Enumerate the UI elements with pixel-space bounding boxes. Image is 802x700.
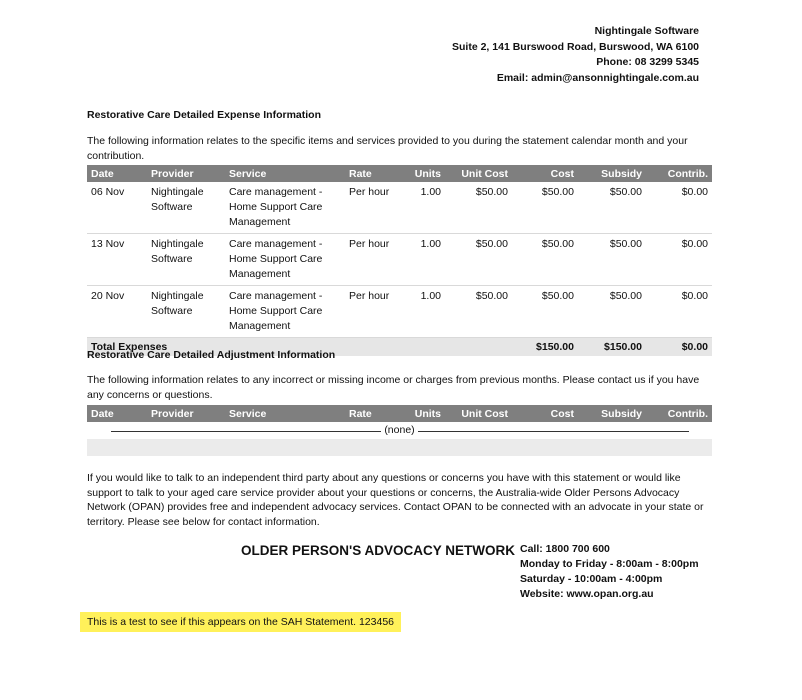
company-address: Suite 2, 141 Burswood Road, Burswood, WA 6100 xyxy=(452,40,699,53)
cell-date: 13 Nov xyxy=(87,234,147,286)
opan-contact xyxy=(520,542,699,602)
total-cost: $150.00 xyxy=(512,338,578,357)
adjustment-empty-row xyxy=(87,423,712,439)
advocacy-paragraph: If you would like to talk to an independent third party about any questions or concerns you have with this statement or would like support to talk to your aged care service provider about your questions or concerns, the Australia-wide Older Persons Advocacy Network (OPAN) provides free and independent advocacy services. Contact OPAN to be connected with an advocate in your state or territory. Please see below for contact information. xyxy=(87,472,704,528)
cell-subsidy: $50.00 xyxy=(578,182,646,234)
cell-units: 1.00 xyxy=(395,182,445,234)
opan-title: OLDER PERSON'S ADVOCACY NETWORK xyxy=(241,543,515,558)
cell-contrib: $0.00 xyxy=(646,286,712,338)
cell-unit-cost: $50.00 xyxy=(445,234,512,286)
col-header-rate: Rate xyxy=(345,405,395,422)
opan-call: Call: 1800 700 600 xyxy=(520,543,610,555)
col-header-date: Date xyxy=(87,165,147,182)
adjustment-total-bar xyxy=(87,439,712,456)
cell-rate: Per hour xyxy=(345,182,395,234)
empty-label: (none) xyxy=(381,424,417,436)
cell-unit-cost: $50.00 xyxy=(445,182,512,234)
col-header-subsidy: Subsidy xyxy=(578,165,646,182)
cell-unit-cost: $50.00 xyxy=(445,286,512,338)
company-email: Email: admin@ansonnightingale.com.au xyxy=(496,71,699,84)
opan-weekday-hours: Monday to Friday - 8:00am - 8:00pm xyxy=(520,558,699,570)
adjustment-intro: The following information relates to any incorrect or missing income or charges from previous months. Please contact us if you have any concerns or questions. xyxy=(87,374,700,401)
cell-rate: Per hour xyxy=(345,234,395,286)
cell-cost: $50.00 xyxy=(512,182,578,234)
col-header-rate: Rate xyxy=(345,165,395,182)
cell-service: Care management - Home Support Care Management xyxy=(225,182,345,234)
expense-intro: The following information relates to the specific items and services provided to you during the statement calendar month and your contribution. xyxy=(87,135,688,162)
cell-date: 06 Nov xyxy=(87,182,147,234)
opan-saturday-hours: Saturday - 10:00am - 4:00pm xyxy=(520,573,663,585)
cell-service: Care management - Home Support Care Management xyxy=(225,234,345,286)
company-details xyxy=(452,24,699,86)
cell-provider: Nightingale Software xyxy=(147,182,225,234)
total-label: Total Expenses xyxy=(87,338,512,357)
opan-website: Website: www.opan.org.au xyxy=(520,588,654,600)
col-header-units: Units xyxy=(395,165,445,182)
cell-units: 1.00 xyxy=(395,286,445,338)
col-header-contrib: Contrib. xyxy=(646,165,712,182)
table-row xyxy=(87,234,712,286)
col-header-unit-cost: Unit Cost xyxy=(445,165,512,182)
col-header-date: Date xyxy=(87,405,147,422)
table-row xyxy=(87,182,712,234)
col-header-contrib: Contrib. xyxy=(646,405,712,422)
col-header-service: Service xyxy=(225,405,345,422)
cell-cost: $50.00 xyxy=(512,286,578,338)
cell-provider: Nightingale Software xyxy=(147,286,225,338)
cell-rate: Per hour xyxy=(345,286,395,338)
cell-cost: $50.00 xyxy=(512,234,578,286)
total-contrib: $0.00 xyxy=(646,338,712,357)
col-header-units: Units xyxy=(395,405,445,422)
company-name: Nightingale Software xyxy=(594,25,699,37)
expense-table xyxy=(87,165,712,356)
expense-section-title: Restorative Care Detailed Expense Information xyxy=(87,109,321,121)
table-row xyxy=(87,286,712,338)
cell-subsidy: $50.00 xyxy=(578,286,646,338)
col-header-subsidy: Subsidy xyxy=(578,405,646,422)
adjustment-section-title: Restorative Care Detailed Adjustment Information xyxy=(87,349,336,361)
cell-service: Care management - Home Support Care Management xyxy=(225,286,345,338)
cell-subsidy: $50.00 xyxy=(578,234,646,286)
col-header-provider: Provider xyxy=(147,405,225,422)
total-subsidy: $150.00 xyxy=(578,338,646,357)
col-header-cost: Cost xyxy=(512,405,578,422)
cell-provider: Nightingale Software xyxy=(147,234,225,286)
highlighted-note: This is a test to see if this appears on the SAH Statement. 123456 xyxy=(80,612,401,632)
cell-date: 20 Nov xyxy=(87,286,147,338)
col-header-provider: Provider xyxy=(147,165,225,182)
expense-header-row xyxy=(87,165,712,182)
adjustment-table xyxy=(87,405,712,422)
company-phone: Phone: 08 3299 5345 xyxy=(596,56,699,68)
cell-contrib: $0.00 xyxy=(646,234,712,286)
cell-units: 1.00 xyxy=(395,234,445,286)
col-header-unit-cost: Unit Cost xyxy=(445,405,512,422)
adjustment-header-row xyxy=(87,405,712,422)
col-header-service: Service xyxy=(225,165,345,182)
cell-contrib: $0.00 xyxy=(646,182,712,234)
col-header-cost: Cost xyxy=(512,165,578,182)
